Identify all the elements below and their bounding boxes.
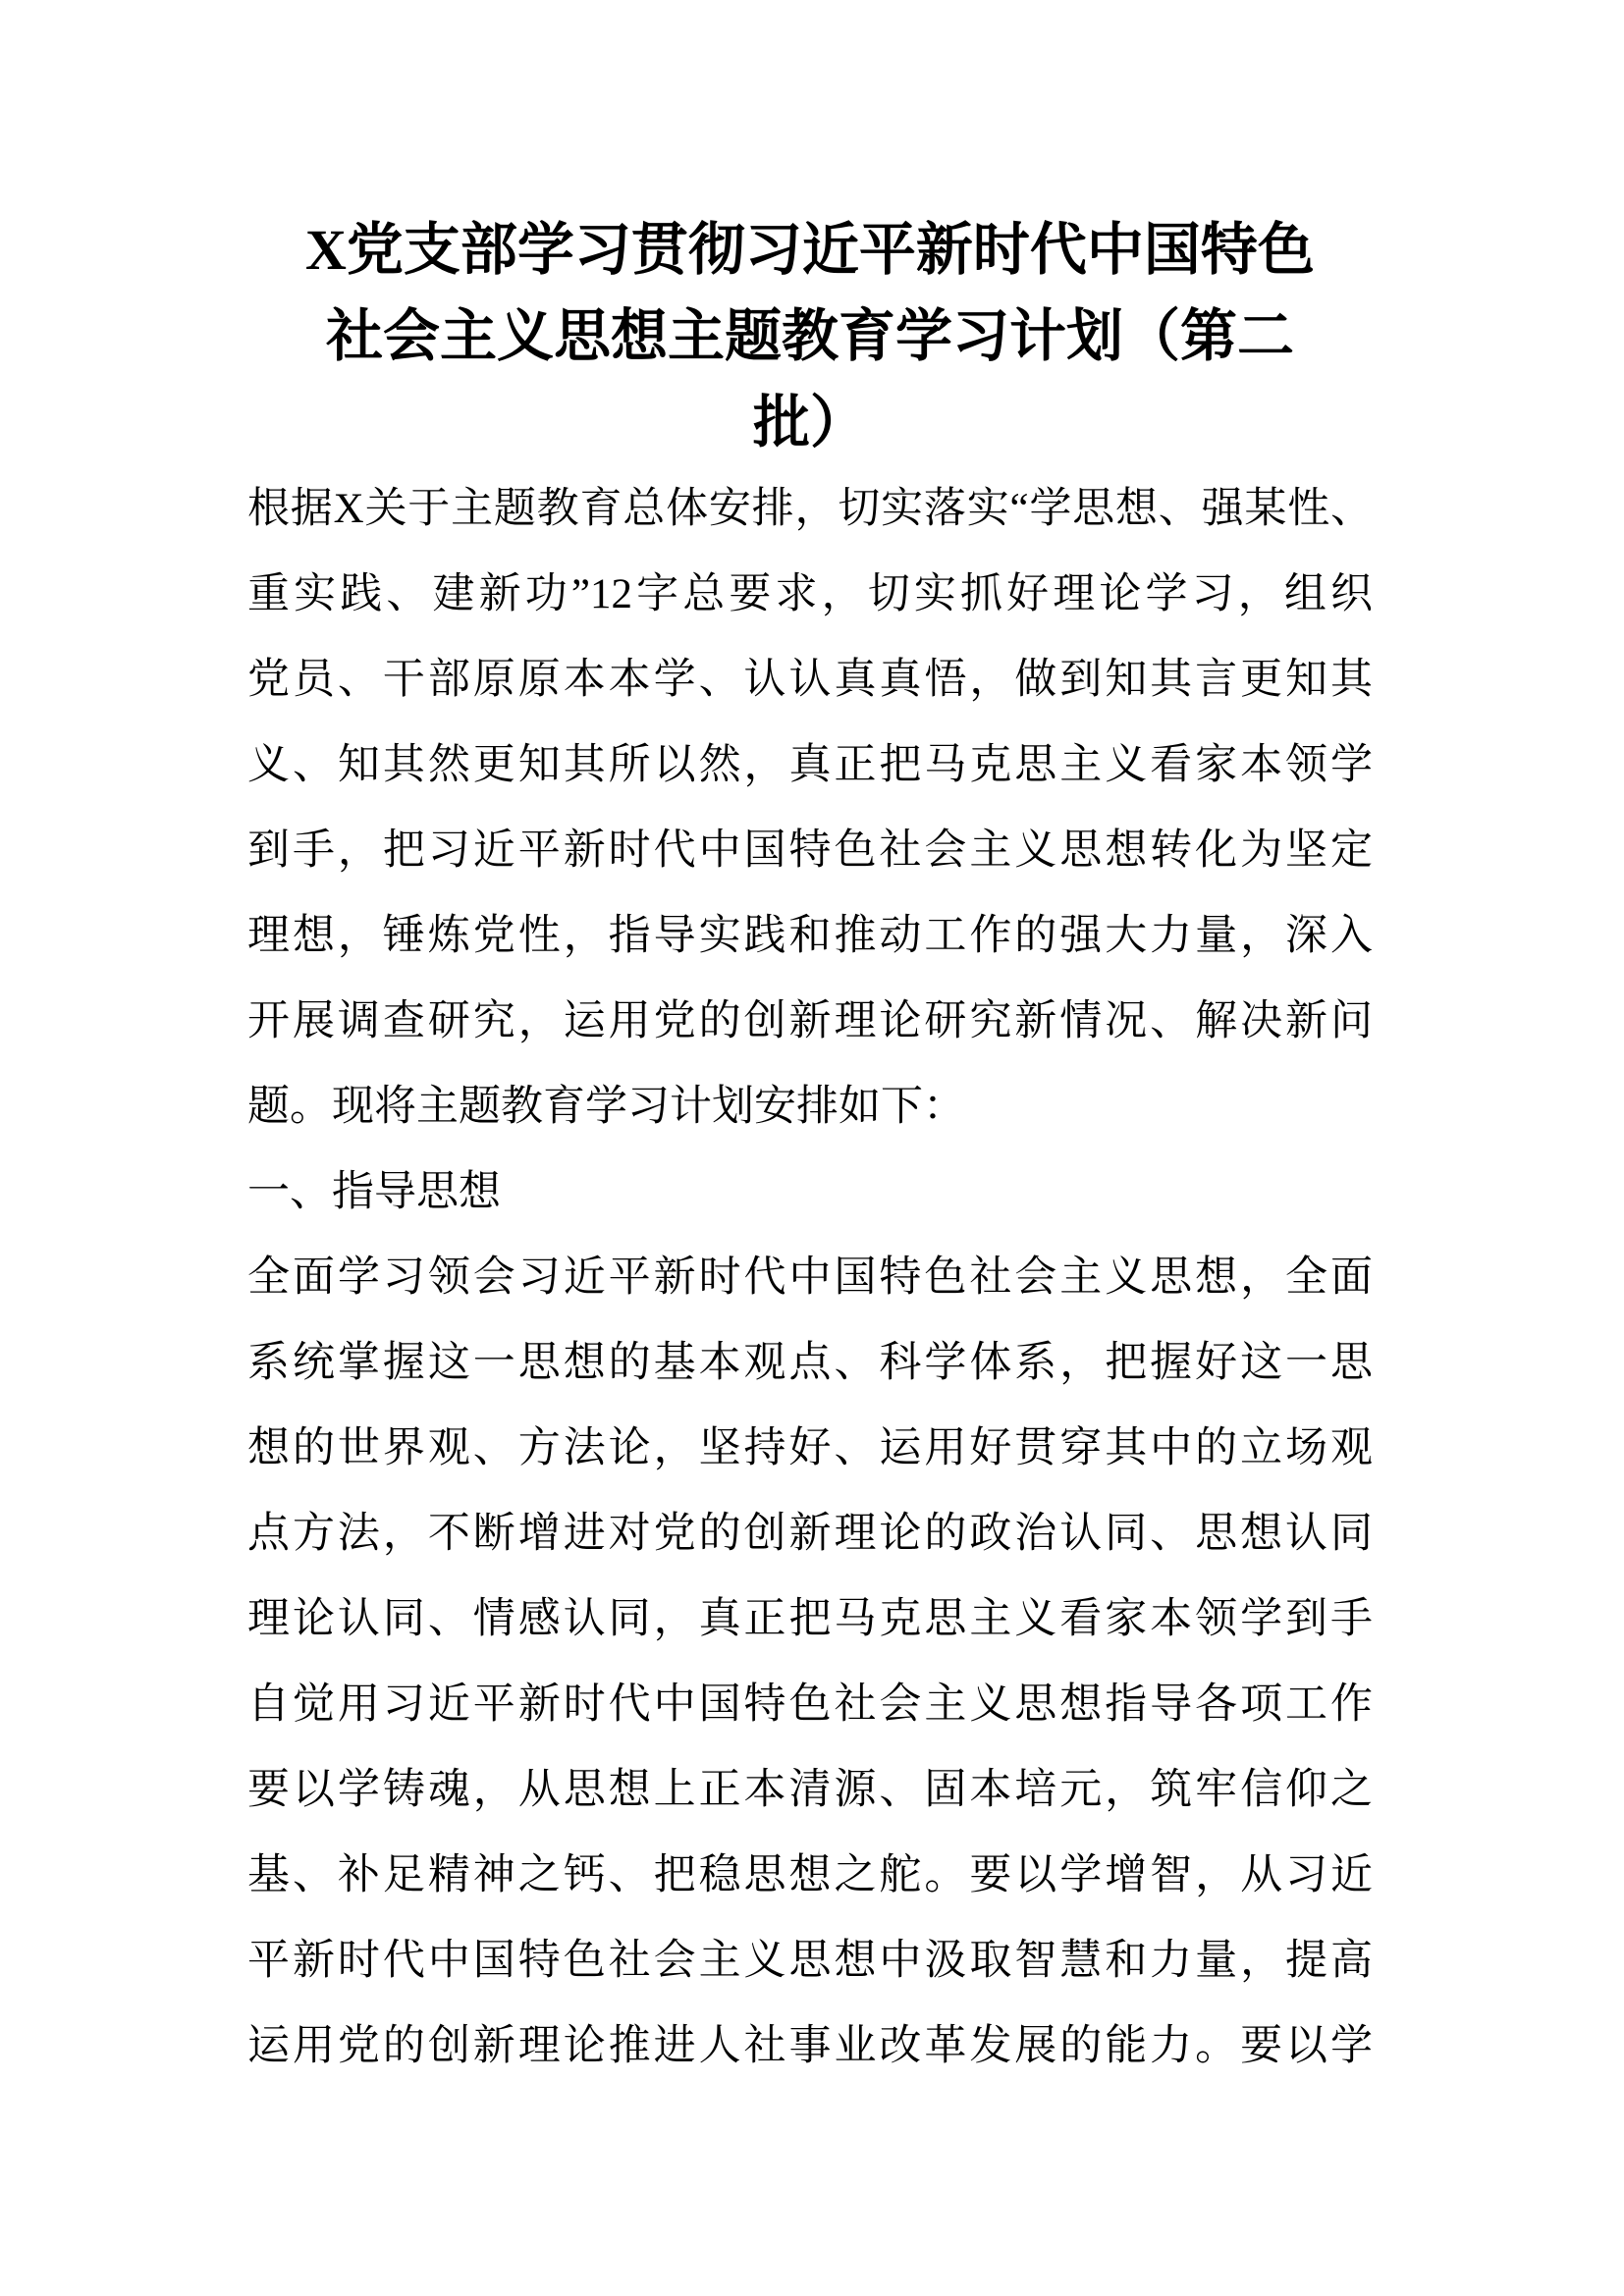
text-line: 自觉用习近平新时代中国特色社会主义思想指导各项工作 xyxy=(247,1682,1373,1728)
text-line: 要以学铸魂，从思想上正本清源、固本培元，筑牢信仰之 xyxy=(247,1767,1373,1813)
text-line: 运用党的创新理论推进人社事业改革发展的能力。要以学 xyxy=(247,2023,1373,2069)
text-line: 重实践、建新功”12字总要求，切实抓好理论学习，组织 xyxy=(247,571,1373,617)
text-line: X党支部学习贯彻习近平新时代中国特色 xyxy=(305,218,1315,282)
text-line: 社会主义思想主题教育学习计划（第二 xyxy=(325,304,1294,368)
text-line: 党员、干部原原本本学、认认真真悟，做到知其言更知其 xyxy=(247,657,1373,703)
text-line: 批） xyxy=(752,391,867,454)
paragraph-guiding-thought xyxy=(247,1235,1373,2089)
text-line: 根据X关于主题教育总体安排，切实落实“学思想、强某性、 xyxy=(247,486,1373,532)
document-body xyxy=(247,466,1373,2089)
text-line: 想的世界观、方法论，坚持好、运用好贯穿其中的立场观 xyxy=(247,1425,1373,1471)
text-line: 点方法，不断增进对党的创新理论的政治认同、思想认同 xyxy=(247,1511,1373,1557)
text-line: 基、补足精神之钙、把稳思想之舵。要以学增智，从习近 xyxy=(247,1852,1373,1898)
section-heading-guiding-thought xyxy=(247,1149,1373,1235)
text-line: 全面学习领会习近平新时代中国特色社会主义思想，全面 xyxy=(247,1255,1373,1301)
document-title xyxy=(247,207,1373,466)
text-line: 系统掌握这一思想的基本观点、科学体系，把握好这一思 xyxy=(247,1340,1373,1386)
text-line: 义、知其然更知其所以然，真正把马克思主义看家本领学 xyxy=(247,742,1373,788)
text-line: 到手，把习近平新时代中国特色社会主义思想转化为坚定 xyxy=(247,828,1373,874)
text-line: 理想，锤炼党性，指导实践和推动工作的强大力量，深入 xyxy=(247,913,1373,959)
text-line: 平新时代中国特色社会主义思想中汲取智慧和力量，提高 xyxy=(247,1938,1373,1984)
text-line: 理论认同、情感认同，真正把马克思主义看家本领学到手 xyxy=(247,1596,1373,1642)
text-line: 开展调查研究，运用党的创新理论研究新情况、解决新问 xyxy=(247,998,1373,1044)
paragraph-intro xyxy=(247,466,1373,1149)
text-line: 题。现将主题教育学习计划安排如下： xyxy=(247,1084,965,1130)
text-line: 一、指导思想 xyxy=(247,1169,501,1215)
